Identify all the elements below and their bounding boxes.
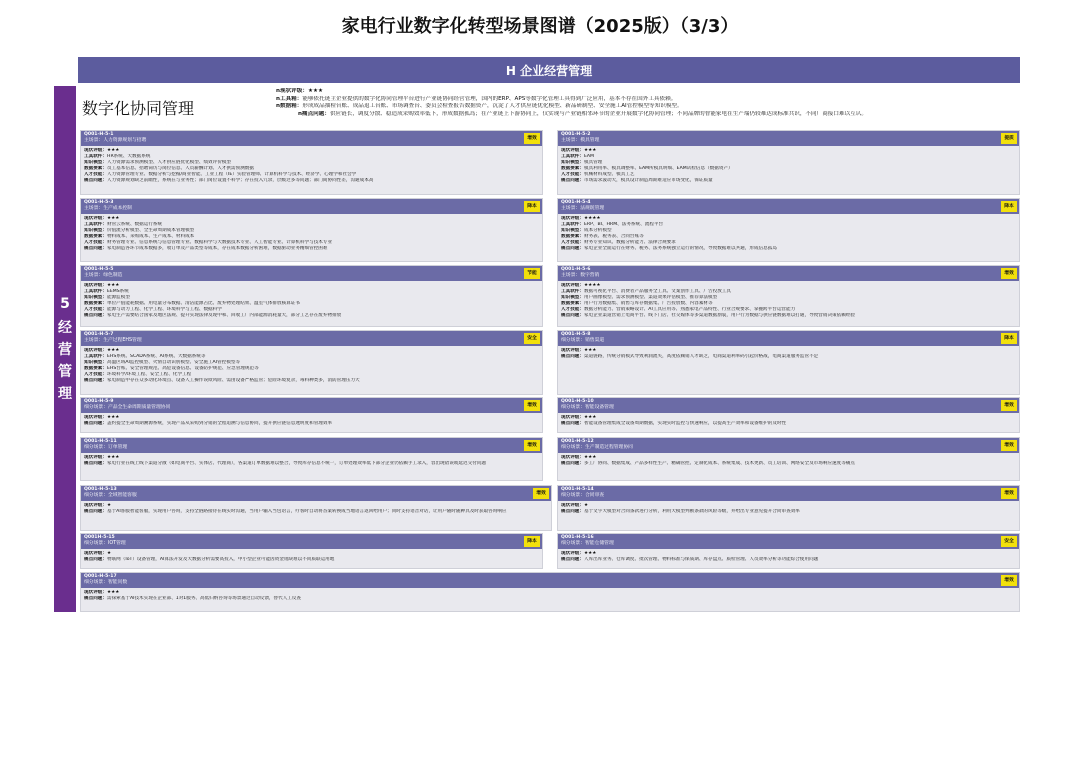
- scene-card-body: [558, 146, 1019, 186]
- scene-card-row-value: ★★★: [583, 551, 597, 556]
- scene-card-body: [558, 453, 1019, 469]
- scene-card-row-label: 现状评级：: [561, 216, 584, 221]
- scene-card-scene: 主场景：绿色制造: [84, 273, 123, 278]
- scene-card-row-value: ★★★: [583, 455, 597, 460]
- intro-line-rating: n现状评级：★★★: [276, 88, 323, 94]
- scene-card-row-label: 现状评级：: [561, 455, 584, 460]
- scene-card-row: [561, 421, 1016, 427]
- scene-card-body: [81, 214, 542, 254]
- scene-card: [557, 130, 1020, 195]
- intro-title: 数字化协同管理: [82, 99, 195, 118]
- scene-card-body: [81, 281, 542, 321]
- scene-card-row-value: EHS系统、SCADA系统、AI系统、大数据系统等: [106, 354, 206, 359]
- scene-card-row-value: ★★★: [106, 455, 120, 460]
- scene-card-row-value: 高温区域AI监控模型、火情自动识别模型、安全施工AI管控模型等: [106, 360, 241, 365]
- scene-card-row-value: 财务专业知识、数据分析能力、法律合规要求: [583, 240, 676, 245]
- scene-card-scene: 细分场景：生产制造过程管理协同: [561, 445, 633, 450]
- scene-card-row-value: 人库出库业务、仓库调度、批次管理、物料标准与保质期、库存盘点、质检管理、人员效率分析等功能综合使用问题: [583, 557, 819, 562]
- scene-card-row-value: ★★★: [106, 590, 120, 595]
- scene-card-body: [81, 549, 542, 565]
- scene-card-row-label: 人才技能：: [84, 240, 107, 245]
- scene-card-row-value: 渠道链路，传统分销模式导致利润流失，高度依赖销人才缺乏，电商渠道利率码引起价格战，电商渠道服务监管不足: [583, 354, 819, 359]
- side-category-char: 经: [58, 320, 72, 336]
- scene-card-tag-badge: 增效: [524, 133, 540, 144]
- scene-card-row-value: EEMS系统: [106, 289, 129, 294]
- scene-card-row-label: 痛点问题：: [561, 178, 584, 183]
- side-category-number: 5: [60, 296, 70, 312]
- scene-card-header: [81, 199, 542, 214]
- scene-card-scene: 主场景：法规既管理: [561, 206, 605, 211]
- scene-card-row-label: 痛点问题：: [561, 421, 584, 426]
- scene-card-id: Q001-H-5-4: [561, 200, 591, 205]
- scene-card-row-label: 现状评级：: [561, 415, 584, 420]
- scene-card-row-label: 现状评级：: [84, 590, 107, 595]
- scene-card-scene: 细分场景：合同审查: [561, 493, 605, 498]
- scene-card-row-label: 现状评级：: [84, 551, 107, 556]
- scene-card: [80, 533, 543, 569]
- scene-card-body: [81, 146, 542, 186]
- page-title: 家电行业数字化转型场景图谱（2025版）（3/3）: [341, 16, 739, 37]
- side-category-char: 管: [58, 364, 72, 380]
- scene-card-row-label: 人才技能：: [561, 307, 584, 312]
- scene-card-tag-badge: 增效: [524, 400, 540, 411]
- scene-card-body: [558, 281, 1019, 321]
- scene-card-tag-badge: 安全: [1001, 536, 1017, 547]
- scene-card-body: [81, 413, 542, 429]
- scene-card-id: Q001-H-5-3: [84, 200, 114, 205]
- scene-card-row-value: 需探索基于AI技术实现在企业部、1对1服务、高低归纳咨询等场景通过自动反馈，替代人工反查: [106, 596, 302, 601]
- scene-card-scene: 主场景：数字营销: [561, 273, 600, 278]
- scene-card-id: Q001-H-5-14: [561, 487, 594, 492]
- scene-card-row-value: 员工基本信息、招聘简历与岗位信息、人员薪酬计划、人才供需预测数据: [106, 166, 254, 171]
- scene-card-body: [81, 346, 542, 386]
- side-category-char: 营: [58, 342, 72, 358]
- scene-card-row-value: ★★★: [106, 415, 120, 420]
- scene-card-row: [84, 313, 539, 319]
- scene-card: [80, 397, 543, 433]
- scene-card-row-label: 现状评级：: [561, 503, 584, 508]
- scene-card-row-value: ★★★: [583, 415, 597, 420]
- scene-card-row-value: 机械材料成型、模具工艺: [583, 172, 635, 177]
- scene-card-row-value: 基于AI客服智能客服，实现用户咨询，支持全链路接待在线实时沟通，当用户输入当包语言，疗客时自动将答案转换成当地语言返回给用户；同时支持语音对话，让用户随时随种具及时获取咨询响应: [106, 509, 507, 514]
- scene-card-scene: 细分场景：全域智能客服: [84, 493, 137, 498]
- scene-card-row-label: 工具软件：: [84, 154, 107, 159]
- scene-card-row-value: 能源与动力工程、化学工程、环境科学与工程、数据科学: [106, 307, 222, 312]
- scene-card-header: [558, 398, 1019, 413]
- scene-card-row-value: 数据分析能力、营销策略设计、AI工具应用等、熟悉家电产品特性、行业合规要求、掌握跨平台运营能力: [583, 307, 796, 312]
- scene-card-row-value: 成本分析模型: [583, 228, 612, 233]
- scene-card-id: Q001-H-5-12: [561, 439, 594, 444]
- scene-card-row-label: 知识模型：: [561, 295, 584, 300]
- scene-card-row-label: 知识模型：: [84, 360, 107, 365]
- scene-card-row-value: ERP、BI、HRM、法务系统、流程平台: [583, 222, 664, 227]
- scene-card-header: [81, 331, 542, 346]
- scene-card-row: [84, 246, 539, 252]
- scene-card-row-value: 多工厂协同、数据集成、产品多样性生产、精确管控、定制化成本、系统集成、技术更新、员工培训、网络安全及市场响应速度等痛点: [583, 461, 856, 466]
- scene-card-row-value: 市场需求波动大，模具设计制造周期难适应市场变化，保证质量: [583, 178, 713, 183]
- scene-card-header: [558, 131, 1019, 146]
- scene-card: [80, 485, 552, 531]
- intro-lines: [276, 88, 1036, 118]
- scene-card-row-value: ★★★: [106, 348, 120, 353]
- scene-card-row-value: 物联网（IoT）设备管理，AI算法开发及大数据分析需要高投入，中小型企业可能因资金短缺难以不同质联运用地: [106, 557, 335, 562]
- scene-card: [557, 533, 1020, 569]
- scene-card-row-value: 用户行为数据集、销售与库存数据集、广告投放数、内容素材等: [583, 301, 713, 306]
- scene-card: [80, 330, 543, 395]
- scene-card-row-label: 现状评级：: [561, 348, 584, 353]
- scene-card-row: [561, 461, 1016, 467]
- scene-card-row: [561, 178, 1016, 184]
- scene-card: [80, 198, 543, 262]
- scene-card-tag-badge: 增效: [1001, 400, 1017, 411]
- scene-card-row-value: 人力资源规划缺乏前瞻性，系统在与业务性；部门岗位设置不科学；存在投入冗余，层级过多等问题；部门间协同性差，沟通成本高: [106, 178, 374, 183]
- scene-card-row-label: 知识模型：: [84, 295, 107, 300]
- scene-card-id: Q001-H-5-13: [84, 487, 117, 492]
- scene-card-scene: 细分场景：智能问数: [84, 580, 128, 585]
- scene-card-row-value: ★★★: [583, 348, 597, 353]
- scene-card-row-value: 人力资源需求预测模型、人才供应链优化模型、绩效评价模型: [106, 160, 232, 165]
- scene-card-row-label: 现状评级：: [561, 283, 584, 288]
- scene-card-row-value: 模具管理: [583, 160, 603, 165]
- scene-card-row-label: 现状评级：: [84, 216, 107, 221]
- scene-card-row: [84, 596, 1016, 602]
- scene-card-scene: 细分场景：销售渠道: [561, 338, 605, 343]
- scene-card-row-label: 痛点问题：: [84, 557, 107, 562]
- scene-card-row: [561, 509, 1016, 515]
- scene-card-id: Q001-H-5-7: [84, 332, 114, 337]
- scene-card-row-value: 物料成本、采购成本、生产成本、材料成本: [106, 234, 195, 239]
- scene-card-scene: 主场景：生产成本控制: [84, 206, 132, 211]
- scene-card-row-value: 价值流分析模型、全生命周期成本管理模型: [106, 228, 195, 233]
- scene-card-row-value: 财务管理专业、信息系统与信息管理专业、数据科学与大数据技术专业、人工智能专业、计算机科学与技术专业: [106, 240, 333, 245]
- intro-line-pain: n痛点问题：供应链长，调度分散、稳造成采购效率低下，形成数据孤岛；在产业链上下游协同上，仅实现与产业链相邻环节的企业开展数字化协同管理；不同品牌的智能家电在生产端仍较难达成标准共识，不同厂商接口难以互认。: [298, 110, 867, 117]
- scene-card-tag-badge: 降本: [524, 201, 540, 212]
- scene-card: [557, 437, 1020, 481]
- scene-card-row-label: 痛点问题：: [561, 246, 584, 251]
- scene-card-row-label: 人才技能：: [84, 307, 107, 312]
- scene-card-row: [561, 557, 1016, 563]
- scene-card-id: Q001-H-5-8: [561, 332, 591, 337]
- scene-card-row: [84, 421, 539, 427]
- scene-card-row-label: 工具软件：: [84, 289, 107, 294]
- scene-card: [557, 397, 1020, 433]
- scene-card-id: Q001H-5-15: [84, 535, 115, 540]
- scene-card-row-label: 现状评级：: [84, 283, 107, 288]
- scene-card: [80, 437, 543, 481]
- scene-card-row-label: 知识模型：: [84, 228, 107, 233]
- intro-line-tools: n工具箱：能够依托链主企业提供的数字化协同管理平台进行产业链协同经营管理，国内的ERP、APS等数字化管理工具得到广泛应用，基本不存在国外工具依赖。: [276, 95, 677, 102]
- scene-card-row-label: 工具软件：: [84, 222, 107, 227]
- scene-card-row-value: ★: [106, 503, 112, 508]
- scene-card-row-value: 环境科学/环境工程、安全工程、化学工程: [106, 372, 192, 377]
- scene-card: [557, 330, 1020, 395]
- scene-card-row-value: HR系统、大数据系统: [106, 154, 151, 159]
- scene-card-row-label: 痛点问题：: [84, 378, 107, 383]
- scene-card-id: Q001-H-5-17: [84, 574, 117, 579]
- scene-card-tag-badge: 增效: [1001, 575, 1017, 586]
- scene-card-row-value: ★★★★: [583, 283, 601, 288]
- scene-card-body: [81, 453, 542, 469]
- scene-card-scene: 主场景：生产过程EHS管理: [84, 338, 142, 343]
- scene-card-row-value: EAM: [583, 154, 594, 159]
- scene-card-tag-badge: 增效: [1001, 268, 1017, 279]
- scene-card-id: Q001-H-5-2: [561, 132, 591, 137]
- scene-card-row-value: 家电制造中存在众多动化环境点、设备人工操作误欺风险、需由设备严格监管；危险环境复杂，毒料种类多，消防管理压力大: [106, 378, 360, 383]
- scene-card-id: Q001-H-5-6: [561, 267, 591, 272]
- scene-card-scene: 主场景：人力资源规划与招聘: [84, 138, 147, 143]
- scene-card-header: [558, 534, 1019, 549]
- scene-card-header: [81, 438, 542, 453]
- scene-card-row-label: 知识模型：: [84, 160, 107, 165]
- scene-card-id: Q001-H-5-1: [84, 132, 114, 137]
- scene-card-row: [561, 246, 1016, 252]
- scene-card-tag-badge: 节能: [524, 268, 540, 279]
- scene-card-row-label: 痛点问题：: [561, 313, 584, 318]
- scene-card-row-label: 痛点问题：: [84, 461, 107, 466]
- scene-card-header: [81, 534, 542, 549]
- scene-card-header: [558, 199, 1019, 214]
- scene-card: [80, 130, 543, 195]
- scene-card-tag-badge: 降本: [524, 536, 540, 547]
- scene-card-row-label: 痛点问题：: [84, 246, 107, 251]
- scene-card-row-label: 现状评级：: [561, 148, 584, 153]
- scene-card-header: [81, 131, 542, 146]
- scene-card-row-label: 人才技能：: [84, 372, 107, 377]
- scene-card-body: [81, 588, 1019, 604]
- scene-card-id: Q001-H-5-5: [84, 267, 114, 272]
- scene-card-row-label: 数据要素：: [84, 234, 107, 239]
- scene-card-row-value: 模具利用率、模具调整率、EAM所模具明细、EAM试检信息（数据资产）: [583, 166, 733, 171]
- scene-card-row-label: 痛点问题：: [561, 354, 584, 359]
- scene-card-row-label: 痛点问题：: [84, 178, 107, 183]
- scene-card-row: [561, 313, 1016, 319]
- scene-card-row-label: 知识模型：: [561, 160, 584, 165]
- scene-card-row-label: 痛点问题：: [84, 313, 107, 318]
- scene-card-row-value: 财务表、税务表、合同台账等: [583, 234, 644, 239]
- scene-card-header: [81, 398, 542, 413]
- scene-card-row: [84, 178, 539, 184]
- scene-card-row-label: 数据要素：: [84, 166, 107, 171]
- scene-card-row-value: EHS台账、安全管理规范、高危设备信息、设备防护规范、应急管理规范等: [106, 366, 259, 371]
- scene-card-scene: 细分场景：产品全生命周期质量管理协同: [84, 405, 171, 410]
- scene-card-row: [84, 378, 539, 384]
- scene-card-id: Q001-H-5-9: [84, 399, 114, 404]
- scene-card-tag-badge: 提质: [1001, 133, 1017, 144]
- scene-card-row-label: 痛点问题：: [561, 461, 584, 466]
- scene-card-body: [81, 501, 551, 517]
- scene-card-row-value: 财管云系统、数据运行系统: [106, 222, 163, 227]
- side-category-char: 理: [58, 386, 72, 402]
- scene-card-body: [558, 501, 1019, 517]
- scene-card-row-label: 现状评级：: [84, 148, 107, 153]
- scene-card-row-label: 现状评级：: [84, 415, 107, 420]
- scene-card: [80, 572, 1020, 612]
- scene-card-row-label: 工具软件：: [561, 154, 584, 159]
- scene-card-row-value: 能源监模型: [106, 295, 130, 300]
- scene-card-row-label: 工具软件：: [561, 289, 584, 294]
- side-category-label: [54, 86, 76, 612]
- scene-card-row-value: 人力资源管理专业、数据分析与挖掘/商业智能、工业工程（IE）实验管理师、计算机科学与技术、经济学、心理学和社会学: [106, 172, 357, 177]
- scene-card-row-value: ★★★: [106, 283, 120, 288]
- scene-card-row-value: 盖约提全生命周期溯源系统，实现产品从采购到分销的全程追溯与信息协同，提升供应链信息透明度和管理效率: [106, 421, 333, 426]
- intro-line-data: n数据箱：形成成品抽检台账、成品退工台账、市场调查台、委员会检查报告数据资产，沉淀了人才供应链优化模型、新品研制型、安全施工AI管控模型等知识模型。: [276, 103, 683, 110]
- scene-card-row-label: 现状评级：: [84, 348, 107, 353]
- scene-card-scene: 细分场景：智能设备管理: [561, 405, 614, 410]
- intro-block: [80, 86, 1020, 128]
- scene-card-header: [558, 331, 1019, 346]
- scene-card-row-label: 痛点问题：: [84, 596, 107, 601]
- scene-card-tag-badge: 增效: [533, 488, 549, 499]
- scene-card-header: [81, 573, 1019, 588]
- scene-card-row: [84, 461, 539, 467]
- scene-card-row-label: 数据要素：: [84, 301, 107, 306]
- scene-card-row-value: 数据可视化平台、消费者产品服务全工具、文案创作工具、广告投放工具: [583, 289, 731, 294]
- scene-card-row: [561, 354, 1016, 360]
- scene-card-row-value: 单位产值能耗数据、用电量分布数据、清洁能源占比、废弃物处理结果、温室气体排放核算证书: [106, 301, 300, 306]
- scene-card-row-label: 现状评级：: [561, 551, 584, 556]
- scene-card-row-value: 家电生产需要结合国家及地区法规、提升实现法律及现中和、回收工厂内部能源消耗量大，部分工艺存在废弃物排放: [106, 313, 342, 318]
- scene-card: [557, 198, 1020, 262]
- scene-card-row-value: 智能设备管理集成全设备周期数据，实现实时监控与快速响应，以提高生产效率和设备维护的及时性: [583, 421, 787, 426]
- scene-card-row-value: ★★★: [106, 216, 120, 221]
- scene-card-row-label: 痛点问题：: [561, 557, 584, 562]
- scene-card-row-value: ★: [583, 503, 589, 508]
- scene-card-row-label: 数据要素：: [561, 301, 584, 306]
- scene-card-row-value: ★: [106, 551, 112, 556]
- scene-card-header: [558, 486, 1019, 501]
- scene-card: [80, 265, 543, 327]
- scene-card-row-label: 工具软件：: [84, 354, 107, 359]
- scene-card-row-value: ★★★: [106, 148, 120, 153]
- scene-card-row-label: 知识模型：: [561, 228, 584, 233]
- scene-card-tag-badge: 增效: [1001, 488, 1017, 499]
- scene-card-scene: 细分场景：订单管理: [84, 445, 128, 450]
- section-header: H 企业经营管理: [78, 57, 1020, 83]
- scene-card-row-value: 家电企业全面运行在财务、税务、法务系统独立运行的情况，导致数据难以共通，形成信息孤岛: [583, 246, 777, 251]
- scene-card-row: [84, 509, 548, 515]
- scene-card-id: Q001-H-5-16: [561, 535, 594, 540]
- scene-card-scene: 细分场景：智能仓储管理: [561, 541, 614, 546]
- scene-card-tag-badge: 增效: [524, 440, 540, 451]
- scene-card: [557, 485, 1020, 531]
- scene-card-header: [81, 486, 551, 501]
- scene-card-row-label: 痛点问题：: [84, 421, 107, 426]
- scene-card-row-label: 痛点问题：: [561, 509, 584, 514]
- scene-card-tag-badge: 降本: [1001, 201, 1017, 212]
- scene-card-id: Q001-H-5-10: [561, 399, 594, 404]
- scene-card-tag-badge: 增效: [1001, 440, 1017, 451]
- side-category-text: [58, 317, 72, 405]
- scene-card-header: [558, 438, 1019, 453]
- scene-card-body: [558, 346, 1019, 362]
- scene-card-scene: 主场景：模具管理: [561, 138, 600, 143]
- scene-card-row-value: 家电制造各环节成本数据多，收订单及产品类型等成本，存在成本数据分析困难，数据驱动业务精细管控困难: [106, 246, 328, 251]
- scene-card-row-value: ★★★: [583, 148, 597, 153]
- scene-card-header: [558, 266, 1019, 281]
- scene-card-tag-badge: 降本: [1001, 333, 1017, 344]
- scene-card-header: [81, 266, 542, 281]
- scene-card-row-value: ★★★★: [583, 216, 601, 221]
- scene-card: [557, 265, 1020, 327]
- scene-card-scene: 细分场景：IOT管理: [84, 541, 126, 546]
- scene-card-row-value: 基于文字大模型对合同条款进行分析，利用大模型判断条款的风险等级，并给出专业意见提升合同审查效率: [583, 509, 800, 514]
- scene-card-row-value: 家电行业在线上线下渠道分散（如电商平台、实体店、代理商），各渠道订单数据难以整合，导致库存信息不统一，订单处理效率低下部分企业仍依赖手工录入，容出现错误或延迟交付问题: [106, 461, 486, 466]
- scene-card-row-label: 人才技能：: [561, 172, 584, 177]
- scene-card-row-label: 现状评级：: [84, 503, 107, 508]
- scene-card-row-label: 工具软件：: [561, 222, 584, 227]
- scene-card-row-value: 用户画像模型、需求预测模型、渠道效果评估模型、推荐算法模型: [583, 295, 718, 300]
- scene-card-row-label: 人才技能：: [561, 240, 584, 245]
- scene-card-body: [558, 549, 1019, 565]
- scene-card-row-label: 痛点问题：: [84, 509, 107, 514]
- scene-card-tag-badge: 安全: [524, 333, 540, 344]
- scene-card-row: [84, 557, 539, 563]
- scene-card-row-label: 现状评级：: [84, 455, 107, 460]
- scene-card-row-label: 人才技能：: [84, 172, 107, 177]
- scene-card-body: [558, 214, 1019, 254]
- scene-card-row-label: 数据要素：: [84, 366, 107, 371]
- scene-card-row-label: 数据要素：: [561, 234, 584, 239]
- scene-card-row-label: 数据要素：: [561, 166, 584, 171]
- scene-card-row-value: 家电企业渠道营销上电商平台、线下门店、社交媒体等多渠道数据割裂，用户行为数据与供应链数据难以打通，导致营销决策依赖经验: [583, 313, 856, 318]
- scene-card-id: Q001-H-5-11: [84, 439, 117, 444]
- scene-card-body: [558, 413, 1019, 429]
